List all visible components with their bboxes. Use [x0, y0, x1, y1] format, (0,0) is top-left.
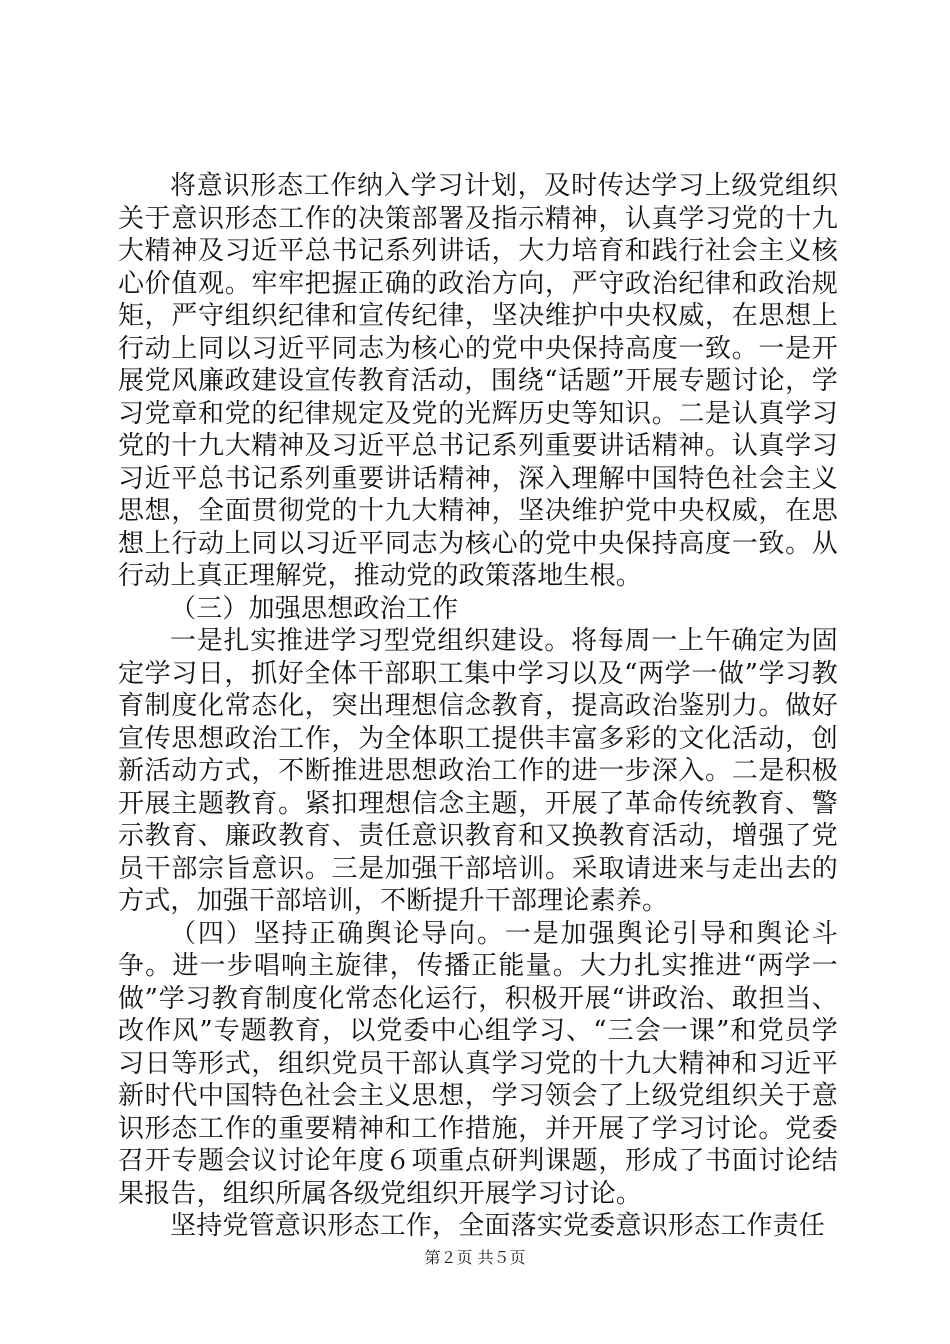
page-number-footer: 第２页 共５页 — [424, 1248, 526, 1267]
paragraph-public-opinion: （四）坚持正确舆论导向。一是加强舆论引导和舆论斗争。进一步唱响主旋律，传播正能量。大力扎实推进“两学一做”学习教育制度化常态化运行，积极开展“讲政治、敢担当、改作风”专题教育，以党委中心组学习、“三会一课”和党员学习日等形式，组织党员干部认真学习党的十九大精神和习近平新时代中国特色社会主义思想，学习领会了上级党组织关于意识形态工作的重要精神和工作措施，并开展了学习讨论。党委召开专题会议讨论年度６项重点研判课题，形成了书面讨论结果报告，组织所属各级党组织开展学习讨论。 — [118, 918, 838, 1209]
paragraph-party-responsibility: 坚持党管意识形态工作，全面落实党委意识形态工作责任 — [170, 1211, 826, 1241]
paragraph-ideology-study: 将意识形态工作纳入学习计划，及时传达学习上级党组织关于意识形态工作的决策部署及指示精神，认真学习党的十九大精神及习近平总书记系列讲话，大力培育和践行社会主义核心价值观。牢牢把握正确的政治方向，严守政治纪律和政治规矩，严守组织纪律和宣传纪律，坚决维护中央权威，在思想上行动上同以习近平同志为核心的党中央保持高度一致。一是开展党风廉政建设宣传教育活动，围绕“话题”开展专题讨论，学习党章和党的纪律规定及党的光辉历史等知识。二是认真学习党的十九大精神及习近平总书记系列重要讲话精神。认真学习习近平总书记系列重要讲话精神，深入理解中国特色社会主义思想，全面贯彻党的十九大精神，坚决维护党中央权威，在思想上行动上同以习近平同志为核心的党中央保持高度一致。从行动上真正理解党，推动党的政策落地生根。 — [118, 171, 838, 591]
paragraph-learning-organization: 一是扎实推进学习型党组织建设。将每周一上午确定为固定学习日，抓好全体干部职工集中学习以及“两学一做”学习教育制度化常态化，突出理想信念教育，提高政治鉴别力。做好宣传思想政治工作，为全体职工提供丰富多彩的文化活动，创新活动方式，不断推进思想政治工作的进一步深入。二是积极开展主题教育。紧扣理想信念主题，开展了革命传统教育、警示教育、廉政教育、责任意识教育和又换教育活动，增强了党员干部宗旨意识。三是加强干部培训。采取请进来与走出去的方式，加强干部培训，不断提升干部理论素养。 — [118, 626, 838, 916]
document-body — [118, 170, 838, 1243]
section-heading-political-work: （三）加强思想政治工作 — [170, 593, 459, 624]
